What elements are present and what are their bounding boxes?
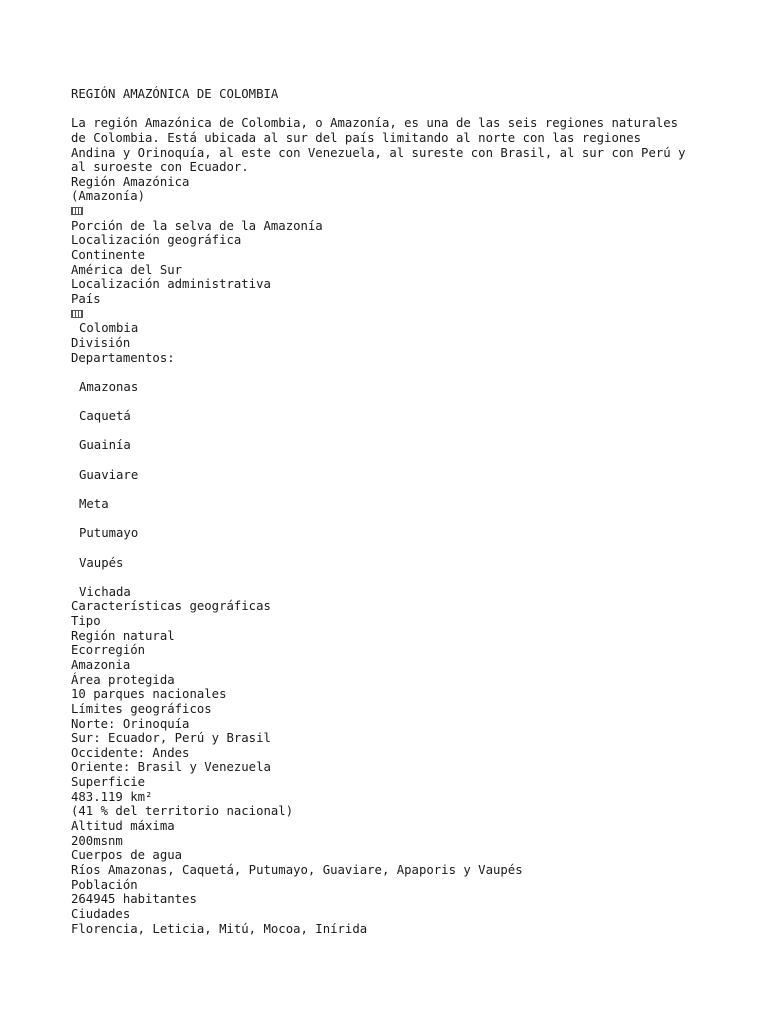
intro-line-4: al suroeste con Ecuador. [71,160,249,175]
geo-location-heading: Localización geográfica [71,233,242,248]
department-item: Meta [79,496,109,511]
water-label: Cuerpos de agua [71,848,183,863]
geo-features-heading: Características geográficas [71,599,271,614]
department-item: Caquetá [79,409,131,424]
cities-value: Florencia, Leticia, Mitú, Mocoa, Inírida [71,921,368,936]
water-value: Ríos Amazonas, Caquetá, Putumayo, Guaviare, Apaporis y Vaupés [71,862,523,877]
intro-line-2: de Colombia. Está ubicada al sur del país limitando al norte con las regiones [71,130,642,145]
division-label: División [71,335,131,350]
limits-label: Límites geográficos [71,701,212,716]
type-value: Región natural [71,628,175,643]
max-altitude-label: Altitud máxima [71,819,175,834]
image-caption: Porción de la selva de la Amazonía [71,218,323,233]
country-value: Colombia [79,321,139,336]
department-item: Guaviare [79,467,139,482]
image-placeholder [71,204,731,219]
missing-image-icon [71,207,83,215]
protected-area-value: 10 parques nacionales [71,687,227,702]
country-label: País [71,291,101,306]
department-item: Amazonas [79,379,139,394]
department-item: Guainía [79,438,131,453]
departments-label: Departamentos: [71,350,175,365]
continent-value: América del Sur [71,262,183,277]
ecoregion-label: Ecorregión [71,643,146,658]
admin-location-heading: Localización administrativa [71,277,271,292]
intro-line-3: Andina y Orinoquía, al este con Venezuela, al sureste con Brasil, al sur con Perú y [71,145,686,160]
population-value: 264945 habitantes [71,892,197,907]
infobox-name: Región Amazónica [71,174,190,189]
infobox-alt-name: (Amazonía) [71,189,146,204]
document-title: REGIÓN AMAZÓNICA DE COLOMBIA [71,87,279,101]
type-label: Tipo [71,614,101,629]
missing-flag-icon [71,310,83,318]
max-altitude-value: 200msnm [71,833,123,848]
area-label: Superficie [71,775,146,790]
area-note: (41 % del territorio nacional) [71,804,294,819]
document-body [71,87,731,936]
department-item: Vichada [79,584,131,599]
ecoregion-value: Amazonia [71,657,131,672]
spacer [71,102,731,117]
department-item: Vaupés [79,555,124,570]
limit-south: Sur: Ecuador, Perú y Brasil [71,731,271,746]
continent-label: Continente [71,248,146,263]
area-value: 483.119 km² [71,789,153,804]
flag-placeholder [71,307,731,322]
cities-label: Ciudades [71,906,131,921]
population-label: Población [71,877,138,892]
intro-line-1: La región Amazónica de Colombia, o Amazonía, es una de las seis regiones naturales [71,116,679,131]
limit-east: Oriente: Brasil y Venezuela [71,760,271,775]
limit-north: Norte: Orinoquía [71,716,190,731]
protected-area-label: Área protegida [71,672,175,687]
limit-west: Occidente: Andes [71,745,190,760]
department-item: Putumayo [79,526,139,541]
